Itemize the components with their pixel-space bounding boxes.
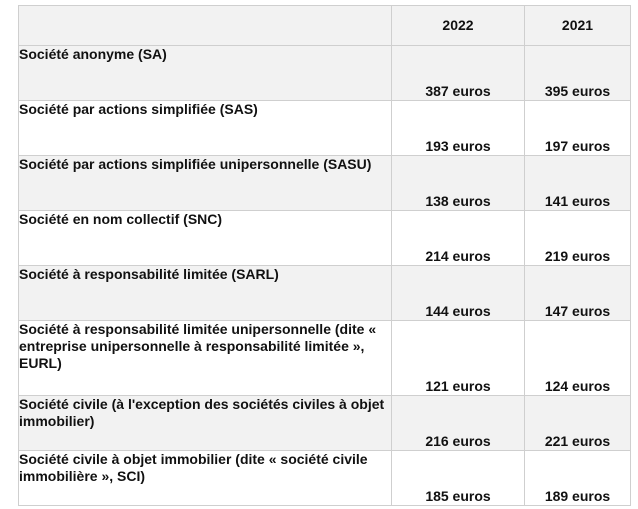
company-type-label: Société par actions simplifiée (SAS) bbox=[19, 101, 392, 156]
company-type-label: Société civile (à l'exception des sociétés civiles à objet immobilier) bbox=[19, 396, 392, 451]
fee-2022: 185 euros bbox=[392, 451, 525, 506]
header-row bbox=[19, 6, 631, 46]
table-row bbox=[19, 396, 631, 451]
company-type-label: Société civile à objet immobilier (dite « société civile immobilière », SCI) bbox=[19, 451, 392, 506]
fee-2021: 219 euros bbox=[525, 211, 631, 266]
fee-2021: 141 euros bbox=[525, 156, 631, 211]
table-row bbox=[19, 46, 631, 101]
fee-2022: 144 euros bbox=[392, 266, 525, 321]
fee-2021: 197 euros bbox=[525, 101, 631, 156]
company-type-label: Société à responsabilité limitée unipersonnelle (dite « entreprise unipersonnelle à responsabilité limitée », EURL) bbox=[19, 321, 392, 396]
table-row bbox=[19, 321, 631, 396]
company-type-label: Société par actions simplifiée unipersonnelle (SASU) bbox=[19, 156, 392, 211]
fee-2022: 214 euros bbox=[392, 211, 525, 266]
fee-2022: 216 euros bbox=[392, 396, 525, 451]
header-corner-cell bbox=[19, 6, 392, 46]
fee-2021: 395 euros bbox=[525, 46, 631, 101]
company-type-label: Société anonyme (SA) bbox=[19, 46, 392, 101]
header-year-2021: 2021 bbox=[525, 6, 631, 46]
fee-2021: 221 euros bbox=[525, 396, 631, 451]
table-row bbox=[19, 451, 631, 506]
fee-2022: 138 euros bbox=[392, 156, 525, 211]
fees-table bbox=[18, 5, 631, 506]
company-type-label: Société en nom collectif (SNC) bbox=[19, 211, 392, 266]
fee-2021: 147 euros bbox=[525, 266, 631, 321]
header-year-2022: 2022 bbox=[392, 6, 525, 46]
table-row bbox=[19, 101, 631, 156]
fee-2021: 189 euros bbox=[525, 451, 631, 506]
fee-2022: 121 euros bbox=[392, 321, 525, 396]
table-row bbox=[19, 266, 631, 321]
fee-2022: 387 euros bbox=[392, 46, 525, 101]
company-type-label: Société à responsabilité limitée (SARL) bbox=[19, 266, 392, 321]
table-row bbox=[19, 211, 631, 266]
fee-2021: 124 euros bbox=[525, 321, 631, 396]
table-row bbox=[19, 156, 631, 211]
fee-2022: 193 euros bbox=[392, 101, 525, 156]
